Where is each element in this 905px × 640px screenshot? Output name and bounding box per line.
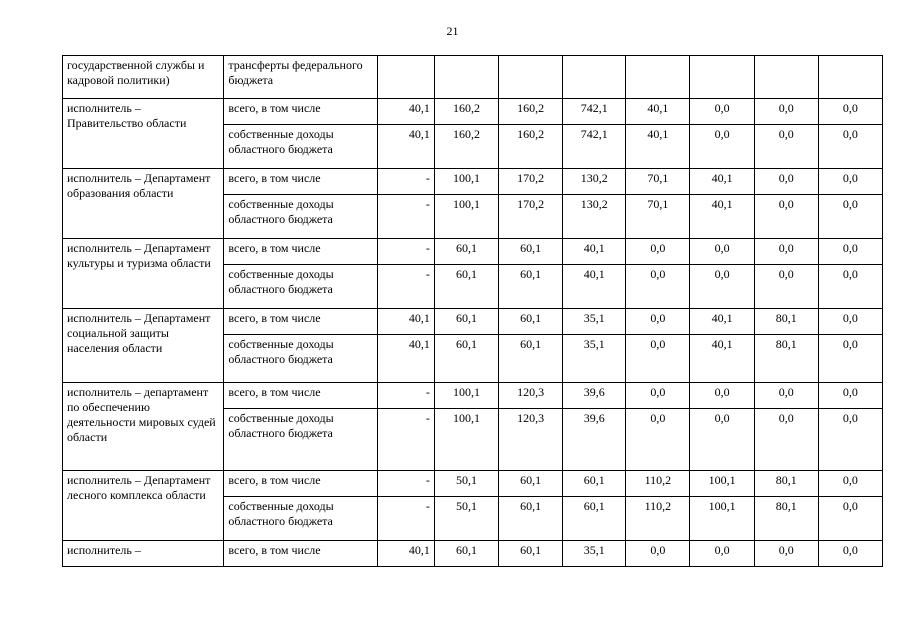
executor-cell: исполнитель – Департамент образования области (63, 169, 224, 239)
value-cell: 60,1 (499, 335, 563, 383)
value-cell: 0,0 (818, 471, 882, 497)
value-cell: 40,1 (690, 309, 754, 335)
budget-table (62, 55, 883, 567)
funding-source-cell: собственные доходы областного бюджета (224, 335, 377, 383)
value-cell: 100,1 (434, 383, 498, 409)
value-cell: 0,0 (818, 383, 882, 409)
value-cell: 742,1 (563, 99, 626, 125)
value-cell: 0,0 (626, 239, 690, 265)
value-cell: 160,2 (434, 99, 498, 125)
value-cell: 60,1 (499, 497, 563, 541)
table-row (63, 541, 883, 567)
value-cell: - (377, 195, 434, 239)
value-cell: 60,1 (499, 265, 563, 309)
value-cell: 0,0 (818, 309, 882, 335)
value-cell: 40,1 (377, 309, 434, 335)
value-cell: 60,1 (563, 497, 626, 541)
value-cell: 40,1 (690, 335, 754, 383)
value-cell: - (377, 471, 434, 497)
funding-source-cell: всего, в том числе (224, 169, 377, 195)
value-cell: 130,2 (563, 169, 626, 195)
value-cell: 0,0 (690, 541, 754, 567)
value-cell: 40,1 (626, 99, 690, 125)
value-cell: 60,1 (434, 265, 498, 309)
funding-source-cell: собственные доходы областного бюджета (224, 265, 377, 309)
value-cell: 0,0 (818, 497, 882, 541)
value-cell: 0,0 (818, 265, 882, 309)
executor-cell: исполнитель – (63, 541, 224, 567)
table-row (63, 239, 883, 265)
empty-cell (434, 56, 498, 99)
funding-source-cell: всего, в том числе (224, 239, 377, 265)
empty-cell (818, 56, 882, 99)
value-cell: - (377, 169, 434, 195)
value-cell: 60,1 (434, 335, 498, 383)
value-cell: - (377, 265, 434, 309)
value-cell: 60,1 (499, 471, 563, 497)
funding-source-cell: собственные доходы областного бюджета (224, 497, 377, 541)
value-cell: 60,1 (499, 309, 563, 335)
value-cell: 60,1 (499, 541, 563, 567)
value-cell: 0,0 (754, 239, 818, 265)
value-cell: 0,0 (690, 125, 754, 169)
budget-table-body (63, 56, 883, 567)
value-cell: 100,1 (434, 195, 498, 239)
empty-cell (626, 56, 690, 99)
value-cell: 39,6 (563, 409, 626, 471)
value-cell: 0,0 (626, 541, 690, 567)
value-cell: 80,1 (754, 471, 818, 497)
value-cell: 0,0 (818, 195, 882, 239)
value-cell: 0,0 (754, 409, 818, 471)
value-cell: 40,1 (377, 125, 434, 169)
executor-cell: государственной службы и кадровой политики) (63, 56, 224, 99)
value-cell: - (377, 497, 434, 541)
value-cell: 0,0 (818, 541, 882, 567)
value-cell: 0,0 (690, 99, 754, 125)
value-cell: 0,0 (626, 383, 690, 409)
value-cell: 0,0 (754, 265, 818, 309)
value-cell: 0,0 (754, 169, 818, 195)
value-cell: 40,1 (377, 335, 434, 383)
value-cell: 0,0 (690, 383, 754, 409)
page-number: 21 (446, 24, 459, 38)
value-cell: 60,1 (499, 239, 563, 265)
value-cell: 50,1 (434, 471, 498, 497)
value-cell: 0,0 (818, 169, 882, 195)
value-cell: 120,3 (499, 383, 563, 409)
value-cell: - (377, 239, 434, 265)
value-cell: 60,1 (434, 309, 498, 335)
table-row (63, 56, 883, 99)
value-cell: 0,0 (626, 409, 690, 471)
value-cell: 40,1 (563, 265, 626, 309)
value-cell: 130,2 (563, 195, 626, 239)
empty-cell (499, 56, 563, 99)
funding-source-cell: собственные доходы областного бюджета (224, 409, 377, 471)
executor-cell: исполнитель – Департамент лесного комплекса области (63, 471, 224, 541)
value-cell: 110,2 (626, 497, 690, 541)
value-cell: 0,0 (818, 99, 882, 125)
empty-cell (377, 56, 434, 99)
value-cell: 35,1 (563, 335, 626, 383)
value-cell: 170,2 (499, 169, 563, 195)
executor-cell: исполнитель – Департамент социальной защиты населения области (63, 309, 224, 383)
value-cell: 100,1 (434, 169, 498, 195)
value-cell: 0,0 (754, 125, 818, 169)
value-cell: 0,0 (818, 239, 882, 265)
value-cell: - (377, 409, 434, 471)
value-cell: 0,0 (690, 239, 754, 265)
value-cell: 40,1 (563, 239, 626, 265)
table-row (63, 309, 883, 335)
value-cell: 60,1 (434, 239, 498, 265)
value-cell: - (377, 383, 434, 409)
executor-cell: исполнитель – Правительство области (63, 99, 224, 169)
table-row (63, 471, 883, 497)
funding-source-cell: собственные доходы областного бюджета (224, 195, 377, 239)
value-cell: 170,2 (499, 195, 563, 239)
value-cell: 100,1 (434, 409, 498, 471)
funding-source-cell: трансферты федерального бюджета (224, 56, 377, 99)
value-cell: 100,1 (690, 497, 754, 541)
value-cell: 0,0 (690, 265, 754, 309)
executor-cell: исполнитель – департамент по обеспечению деятельности мировых судей области (63, 383, 224, 471)
value-cell: 110,2 (626, 471, 690, 497)
value-cell: 0,0 (626, 265, 690, 309)
funding-source-cell: всего, в том числе (224, 383, 377, 409)
value-cell: 80,1 (754, 309, 818, 335)
value-cell: 80,1 (754, 335, 818, 383)
empty-cell (690, 56, 754, 99)
value-cell: 742,1 (563, 125, 626, 169)
value-cell: 80,1 (754, 497, 818, 541)
value-cell: 0,0 (626, 335, 690, 383)
value-cell: 40,1 (377, 99, 434, 125)
funding-source-cell: всего, в том числе (224, 471, 377, 497)
value-cell: 70,1 (626, 195, 690, 239)
table-row (63, 169, 883, 195)
value-cell: 40,1 (690, 195, 754, 239)
value-cell: 0,0 (626, 309, 690, 335)
value-cell: 50,1 (434, 497, 498, 541)
value-cell: 120,3 (499, 409, 563, 471)
value-cell: 35,1 (563, 541, 626, 567)
value-cell: 35,1 (563, 309, 626, 335)
funding-source-cell: всего, в том числе (224, 309, 377, 335)
value-cell: 40,1 (377, 541, 434, 567)
value-cell: 0,0 (818, 125, 882, 169)
value-cell: 0,0 (754, 195, 818, 239)
value-cell: 0,0 (754, 383, 818, 409)
value-cell: 100,1 (690, 471, 754, 497)
funding-source-cell: собственные доходы областного бюджета (224, 125, 377, 169)
value-cell: 160,2 (499, 99, 563, 125)
value-cell: 60,1 (563, 471, 626, 497)
table-row (63, 383, 883, 409)
value-cell: 160,2 (499, 125, 563, 169)
value-cell: 60,1 (434, 541, 498, 567)
value-cell: 0,0 (818, 335, 882, 383)
funding-source-cell: всего, в том числе (224, 99, 377, 125)
value-cell: 70,1 (626, 169, 690, 195)
executor-cell: исполнитель – Департамент культуры и туризма области (63, 239, 224, 309)
value-cell: 40,1 (690, 169, 754, 195)
funding-source-cell: всего, в том числе (224, 541, 377, 567)
value-cell: 0,0 (754, 99, 818, 125)
value-cell: 0,0 (690, 409, 754, 471)
empty-cell (754, 56, 818, 99)
value-cell: 160,2 (434, 125, 498, 169)
value-cell: 39,6 (563, 383, 626, 409)
value-cell: 0,0 (754, 541, 818, 567)
table-row (63, 99, 883, 125)
value-cell: 0,0 (818, 409, 882, 471)
value-cell: 40,1 (626, 125, 690, 169)
empty-cell (563, 56, 626, 99)
